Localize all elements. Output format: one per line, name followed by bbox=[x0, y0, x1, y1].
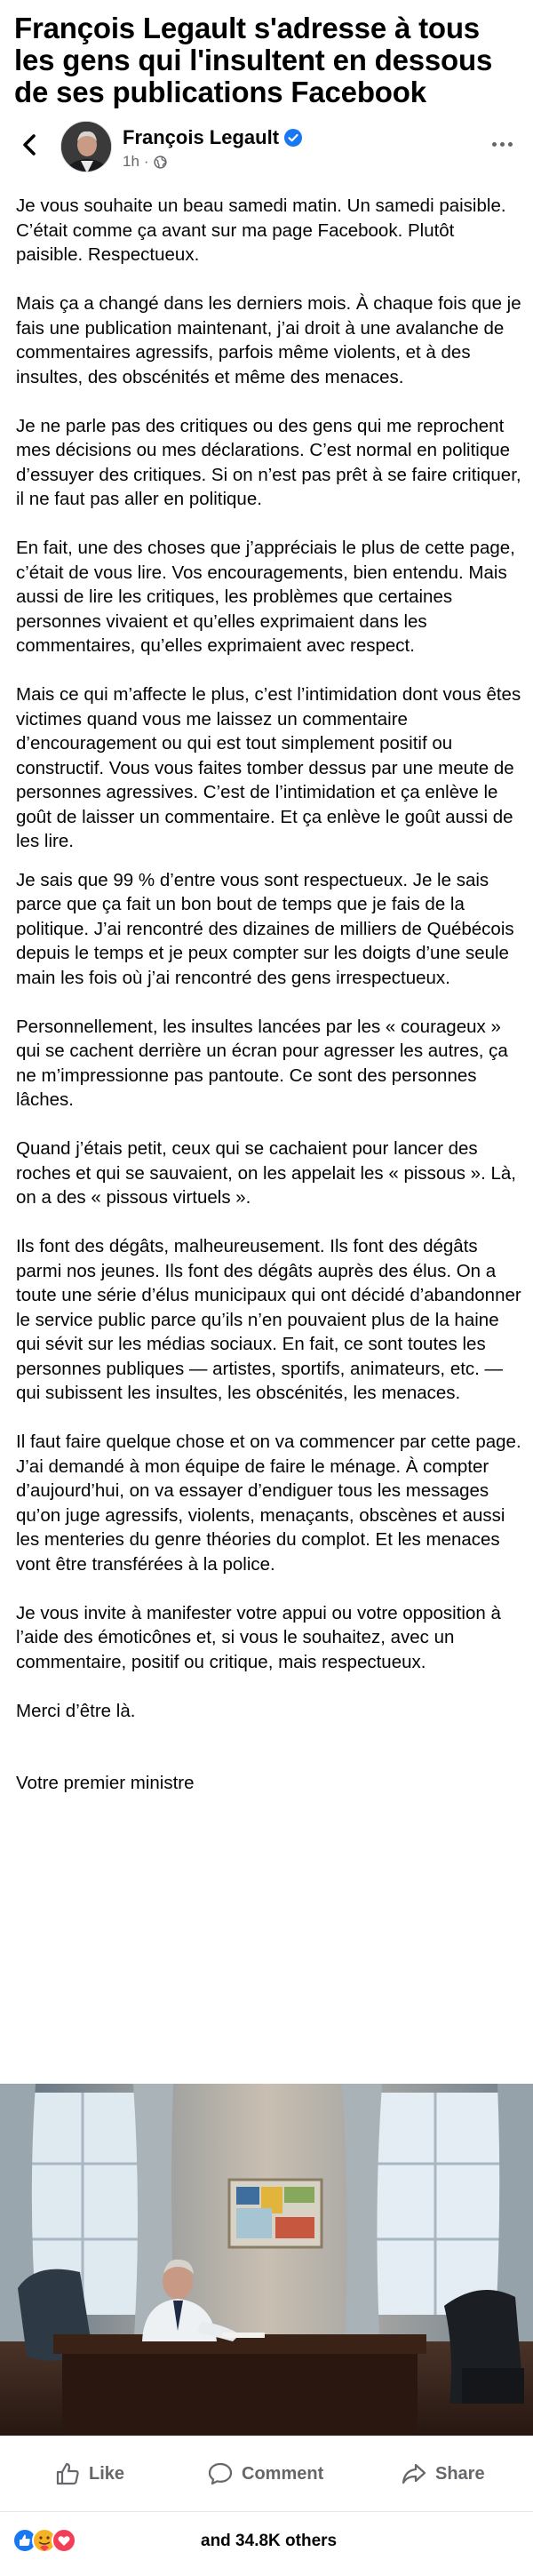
public-globe-icon bbox=[154, 156, 167, 169]
thumbs-up-icon bbox=[55, 2462, 80, 2485]
more-dots-icon bbox=[492, 142, 497, 147]
post-meta bbox=[123, 153, 167, 171]
chevron-left-icon bbox=[20, 133, 39, 156]
post-header bbox=[0, 114, 533, 185]
post-actions bbox=[0, 2436, 533, 2512]
post-time[interactable]: 1h bbox=[123, 153, 139, 170]
meta-separator: · bbox=[143, 153, 149, 170]
comment-button[interactable] bbox=[208, 2460, 323, 2487]
avatar-image bbox=[61, 122, 112, 172]
author-name-row[interactable] bbox=[123, 126, 302, 149]
like-button[interactable] bbox=[55, 2460, 124, 2487]
post-paragraph: Ils font des dégâts, malheureusement. Ils font des dégâts parmi nos jeunes. Ils font des dégâts auprès des élus. On a toute une série d’élus municipaux qui ont décidé d’abandonner le service public parce qu’ils n’en pouvaient plus de la haine qui sévit sur les médias sociaux. En fait, ce sont toutes les personnes publiques — artistes, sportifs, animateurs, etc. — qui subissent les insultes, les obscénités, les menaces. bbox=[16, 1236, 521, 1403]
love-reaction-icon bbox=[52, 2529, 76, 2552]
comment-label: Comment bbox=[242, 2463, 324, 2484]
post-paragraph: Mais ça a changé dans les derniers mois. À chaque fois que je fais une publication maintenant, j’ai droit à une avalanche de commentaires agressifs, parfois même violents, et à des insultes, des obscénités et même des menaces. bbox=[16, 293, 521, 387]
article-headline: François Legault s'adresse à tous les gens qui l'insultent en dessous de ses publications Facebook bbox=[14, 12, 493, 108]
post-photo[interactable] bbox=[0, 2084, 533, 2436]
post-paragraph: Je sais que 99 % d’entre vous sont respectueux. Je le sais parce que ça fait un bon bout de temps que je fais de la politique. J’ai rencontré des dizaines de milliers de Québécois depuis le temps et je peux compter sur les doigts d’une seule main les fois où j’ai rencontré des gens irrespectueux. bbox=[16, 869, 514, 988]
post-paragraph: Je ne parle pas des critiques ou des gens qui me reprochent mes décisions ou mes déclarations. C’est normal en politique d’essuyer des critiques. Si on n’est pas prêt à se faire critiquer, il ne faut pas aller en politique. bbox=[16, 415, 521, 509]
reaction-icons bbox=[12, 2528, 92, 2553]
verified-badge-icon bbox=[284, 129, 302, 147]
share-label: Share bbox=[435, 2463, 485, 2484]
avatar[interactable] bbox=[60, 121, 112, 172]
post-paragraph: Quand j’étais petit, ceux qui se cachaient pour lancer des roches et qui se sauvaient, on les appelait les « pissous ». Là, on a des « pissous virtuels ». bbox=[16, 1138, 516, 1208]
post-body bbox=[16, 194, 522, 1820]
post-paragraph: Je vous souhaite un beau samedi matin. Un samedi paisible. C’était comme ça avant sur ma page Facebook. Plutôt paisible. Respectueux. bbox=[16, 195, 506, 265]
like-label: Like bbox=[89, 2463, 125, 2484]
post-paragraph: Il faut faire quelque chose et on va commencer par cette page. J’ai demandé à mon équipe de faire le ménage. À compter d’aujourd’hui, on va essayer d’endiguer tous les messages qu’on juge agressifs, violents, menaçants, obscènes et aussi les menteries du genre théories du complot. Et les menaces vont être transférées à la police. bbox=[16, 1432, 521, 1575]
author-name[interactable]: François Legault bbox=[123, 126, 280, 148]
post-paragraph: Personnellement, les insultes lancées par les « courageux » qui se cachent derrière un écran pour agresser les autres, ça ne m’impressionne pas pantoute. Ce sont des personnes lâches. bbox=[16, 1016, 508, 1110]
office-photo bbox=[0, 2084, 533, 2436]
back-button[interactable] bbox=[16, 132, 43, 158]
share-button[interactable] bbox=[402, 2460, 485, 2487]
post-paragraph: Je vous invite à manifester votre appui ou votre opposition à l’aide des émoticônes et, si vous le souhaitez, avec un commentaire, positif ou critique, mais respectueux. bbox=[16, 1602, 501, 1672]
post-paragraph: En fait, une des choses que j’appréciais le plus de cette page, c’était de vous lire. Vos encouragements, bien entendu. Mais aussi de lire les critiques, les problèmes que certaines personnes vivaient et qu’elles exprimaient dans les commentaires, qu’elles exprimaient avec respect. bbox=[16, 538, 515, 656]
share-arrow-icon bbox=[402, 2462, 426, 2485]
more-options-button[interactable] bbox=[487, 135, 517, 153]
post-paragraph: Mais ce qui m’affecte le plus, c’est l’intimidation dont vous êtes victimes quand vous me laissez un commentaire d’encouragement ou qui est tout simplement positif ou constructif. Vous vous faites tomber dessus par une meute de personnes agressives. C’est de l’intimidation et ça enlève le goût de laisser un commentaire. Et ça enlève le goût aussi de les lire. bbox=[16, 684, 521, 851]
comment-bubble-icon bbox=[208, 2462, 233, 2485]
post-paragraph: Merci d’être là. bbox=[16, 1700, 136, 1721]
reactions-count[interactable]: and 34.8K others bbox=[201, 2532, 338, 2550]
reactions-summary[interactable] bbox=[0, 2512, 533, 2576]
post-signature: Votre premier ministre bbox=[16, 1773, 195, 1793]
